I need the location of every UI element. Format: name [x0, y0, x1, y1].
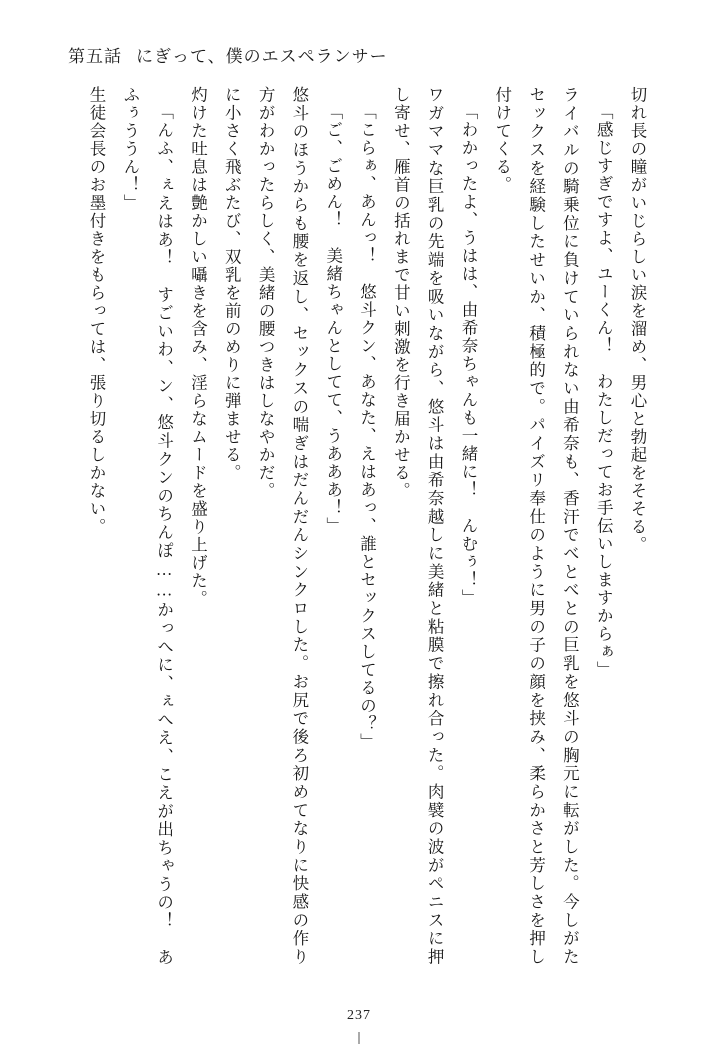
spine-mark [359, 1032, 360, 1044]
paragraph: 「こらぁ、あんっ！ 悠斗クン、あなた、えはあっ、誰とセックスしてるの？」 [357, 102, 377, 751]
paragraph: 「わかったよ、うはは、由希奈ちゃんも一緒に！ んむぅ！」 [458, 102, 478, 607]
paragraph: 「感じすぎですよ、ユーくん！ わたしだってお手伝いしますからぁ」 [594, 102, 614, 679]
paragraph: ライバルの騎乗位に負けていられない由希奈も、香汗でべとべとの巨乳を悠斗の胸元に転がした。今しがたセックスを経験したせいか、積極的で。パイズリ奉仕のように男の子の顔を挟み、柔らかさと芳しさを押し付けてくる。 [492, 86, 580, 967]
paragraph: 悠斗のほうからも腰を返し、セックスの喘ぎはだんだんシンクロした。お尻で後ろ初めてなりに快感の作り方がわかったらしく、美緒の腰つきはしなやかだ。 [256, 86, 309, 967]
paragraph: 「ご、ごめん！ 美緒ちゃんとしてて、うあああ！」 [323, 102, 343, 535]
paragraph: 「んふ、ぇえはあ！ すごいわ、ン、悠斗クンのちんぽ……かっへに、ぇへえ、こえが出ちゃうの！ あふぅううん！」 [120, 86, 174, 966]
body-text [64, 86, 654, 966]
paragraph: ワガママな巨乳の先端を吸いながら、悠斗は由希奈越しに美緒と粘膜で擦れ合った。肉襞の波がペニスに押し寄せ、雁首の括れまで甘い刺激を行き届かせる。 [391, 86, 445, 967]
paragraph: 生徒会長のお墨付きをもらっては、張り切るしかない。 [87, 86, 106, 536]
chapter-number: 第五話 [68, 47, 122, 66]
paragraph: 灼けた吐息は艶かしい囁きを含み、淫らなムードを盛り上げた。 [188, 86, 208, 608]
paragraph: 切れ長の瞳がいじらしい涙を溜め、男心と勃起をそそる。 [628, 86, 647, 554]
chapter-header [68, 42, 388, 67]
chapter-title: にぎって、僕のエスペランサー [136, 47, 388, 66]
paragraph: に小さく飛ぶたび、双乳を前のめりに弾ませる。 [222, 86, 242, 482]
page-number: 237 [347, 1008, 371, 1023]
